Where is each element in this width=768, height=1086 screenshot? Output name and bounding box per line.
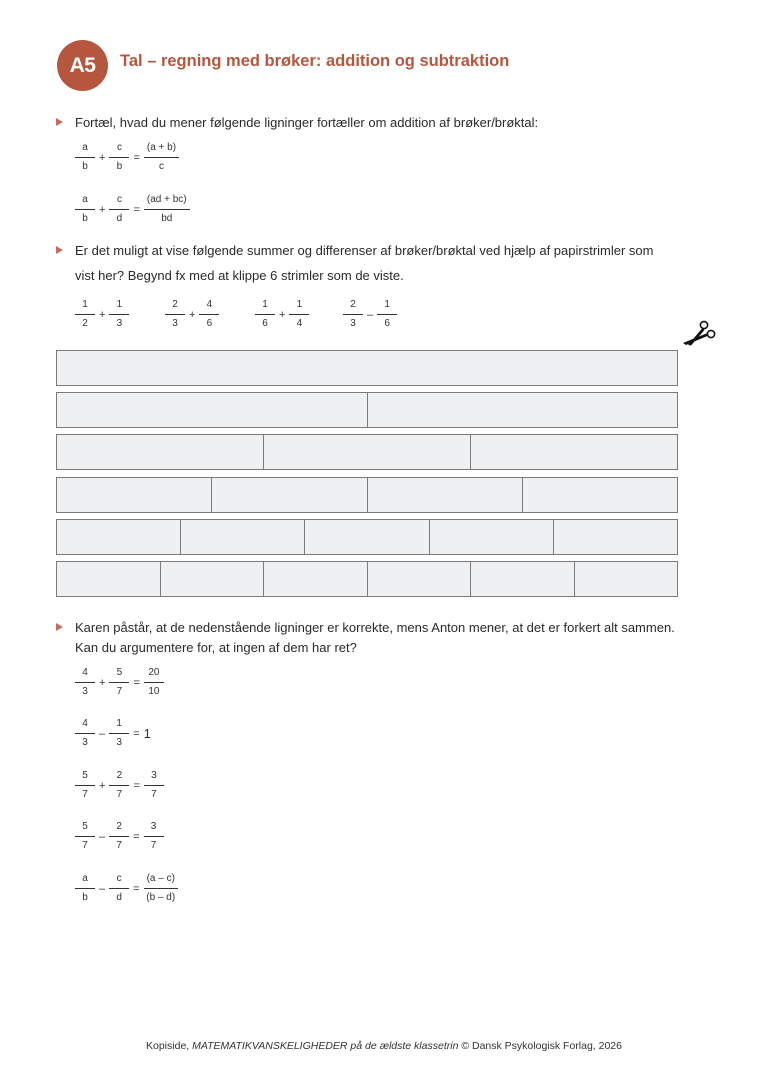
operator: + [99,151,106,164]
operator: + [99,676,106,689]
paper-strip-4 [56,477,678,513]
denominator: d [116,213,123,224]
denominator: 3 [116,737,122,748]
equation [73,194,192,225]
paper-strip-2 [56,392,678,428]
strip-segment [523,478,677,512]
equals-sign: = [133,151,140,164]
fraction [142,194,192,225]
footer-copyright: © Dansk Psykologisk Forlag, 2026 [458,1040,622,1052]
fraction [375,299,399,330]
fraction [107,873,131,904]
fraction [73,667,97,698]
equation [73,770,166,801]
fraction-expression [163,299,221,330]
fraction [107,194,131,225]
denominator: 7 [151,789,157,800]
equation [73,667,166,698]
numerator: (ad + bc) [144,194,190,210]
denominator: 6 [384,318,390,329]
fraction [107,821,131,852]
numerator: 5 [109,667,129,683]
fraction [73,821,97,852]
numerator: c [109,194,129,210]
fraction [107,718,131,749]
strip-segment [305,520,429,554]
equals-sign: = [133,882,140,895]
denominator: 6 [206,318,213,329]
denominator: 7 [116,789,123,800]
fraction [73,770,97,801]
fraction [107,299,131,330]
fraction [287,299,311,330]
fraction [197,299,221,330]
strip-segment [57,393,368,427]
numerator: a [75,194,95,210]
footer-credit [0,1040,768,1052]
numerator: 2 [109,821,129,837]
bullet-arrow-icon [56,246,63,254]
denominator: (b – d) [146,892,176,903]
paper-strip-6 [56,561,678,597]
numerator: 1 [75,299,95,315]
equals-sign: = [133,727,140,740]
fraction [73,142,97,173]
strip-segment [57,478,212,512]
fraction [73,299,97,330]
numerator: 2 [165,299,185,315]
equation [73,821,166,852]
fraction [163,299,187,330]
equation [73,873,180,904]
fraction-expression [253,299,311,330]
denominator: 3 [82,737,88,748]
scissors-icon [680,318,718,352]
operator: + [279,308,286,321]
strip-segment [57,435,264,469]
operator: + [99,203,106,216]
denominator: 7 [116,840,122,851]
fraction [142,142,181,173]
section3-instruction-line2: Kan du argumentere for, at ingen af dem har ret? [75,640,357,655]
numerator: 3 [144,821,164,837]
strip-segment [57,520,181,554]
denominator: bd [161,213,173,224]
result-value: 1 [143,726,151,741]
numerator: 1 [377,299,397,315]
denominator: b [82,213,88,224]
footer-prefix: Kopiside, [146,1040,193,1052]
fraction [142,770,166,801]
numerator: 2 [343,299,363,315]
denominator: 7 [82,840,88,851]
numerator: (a + b) [144,142,179,158]
operator: + [99,779,106,792]
strip-segment [57,562,161,596]
denominator: 10 [148,686,160,697]
fraction [107,142,131,173]
operator: – [99,830,106,843]
fraction [142,873,180,904]
denominator: 3 [172,318,178,329]
denominator: 7 [116,686,123,697]
strip-segment [554,520,677,554]
denominator: d [116,892,122,903]
equation [73,718,151,749]
strip-segment [57,351,677,385]
denominator: 3 [82,686,88,697]
fraction [73,873,97,904]
equation [73,142,181,173]
strip-segment [264,562,368,596]
strip-segment [212,478,367,512]
bullet-arrow-icon [56,623,63,631]
strip-segment [575,562,678,596]
section3-instruction-line1: Karen påstår, at de nedenstående ligninger er korrekte, mens Anton mener, at det er forkert alt sammen. [75,620,675,635]
numerator: 1 [109,299,129,315]
section1-instruction: Fortæl, hvad du mener følgende ligninger fortæller om addition af brøker/brøktal: [75,115,539,130]
operator: – [367,308,374,321]
numerator: a [75,142,95,158]
equals-sign: = [133,203,140,216]
equals-sign: = [133,676,140,689]
section2-instruction-line2: vist her? Begynd fx med at klippe 6 strimler som de viste. [75,268,404,283]
numerator: 20 [144,667,164,683]
strip-segment [181,520,305,554]
bullet-arrow-icon [56,118,63,126]
footer-book-title: MATEMATIKVANSKELIGHEDER på de ældste klassetrin [192,1040,459,1052]
fraction [253,299,277,330]
fraction [73,718,97,749]
paper-strip-1 [56,350,678,386]
fraction [142,821,166,852]
numerator: 5 [75,770,95,786]
numerator: 2 [109,770,129,786]
paper-strip-3 [56,434,678,470]
equals-sign: = [133,779,140,792]
denominator: 7 [150,840,157,851]
strip-segment [264,435,471,469]
numerator: 5 [75,821,95,837]
operator: + [189,308,196,321]
denominator: 4 [296,318,303,329]
numerator: 3 [144,770,164,786]
numerator: 1 [109,718,129,734]
fraction [107,667,131,698]
fraction-expression [341,299,399,330]
operator: + [99,308,106,321]
numerator: c [109,142,129,158]
numerator: 1 [289,299,309,315]
strip-segment [471,435,677,469]
numerator: 4 [75,667,95,683]
numerator: a [75,873,95,889]
fraction [341,299,365,330]
numerator: c [109,873,129,889]
section2-instruction-line1: Er det muligt at vise følgende summer og differenser af brøker/brøktal ved hjælp af papirstrimler som [75,243,654,258]
fraction-expression [73,299,131,330]
paper-strip-5 [56,519,678,555]
denominator: 6 [262,318,268,329]
denominator: 3 [350,318,356,329]
denominator: c [158,161,164,172]
strip-segment [368,562,472,596]
fraction [73,194,97,225]
strip-segment [430,520,554,554]
numerator: 1 [255,299,275,315]
operator: – [99,882,106,895]
equals-sign: = [133,830,140,843]
fraction [142,667,166,698]
strip-segment [368,478,523,512]
denominator: 3 [116,318,123,329]
denominator: b [116,161,123,172]
denominator: b [82,161,88,172]
operator: – [99,727,106,740]
denominator: 2 [82,318,88,329]
section-badge [57,40,108,91]
numerator: 4 [75,718,95,734]
numerator: (a – c) [144,873,178,889]
fraction [107,770,131,801]
numerator: 4 [199,299,219,315]
strip-segment [471,562,575,596]
page-title: Tal – regning med brøker: addition og subtraktion [120,52,510,70]
strip-segment [368,393,678,427]
denominator: b [82,892,88,903]
badge-label: A5 [69,53,96,77]
denominator: 7 [82,789,88,800]
strip-segment [161,562,265,596]
